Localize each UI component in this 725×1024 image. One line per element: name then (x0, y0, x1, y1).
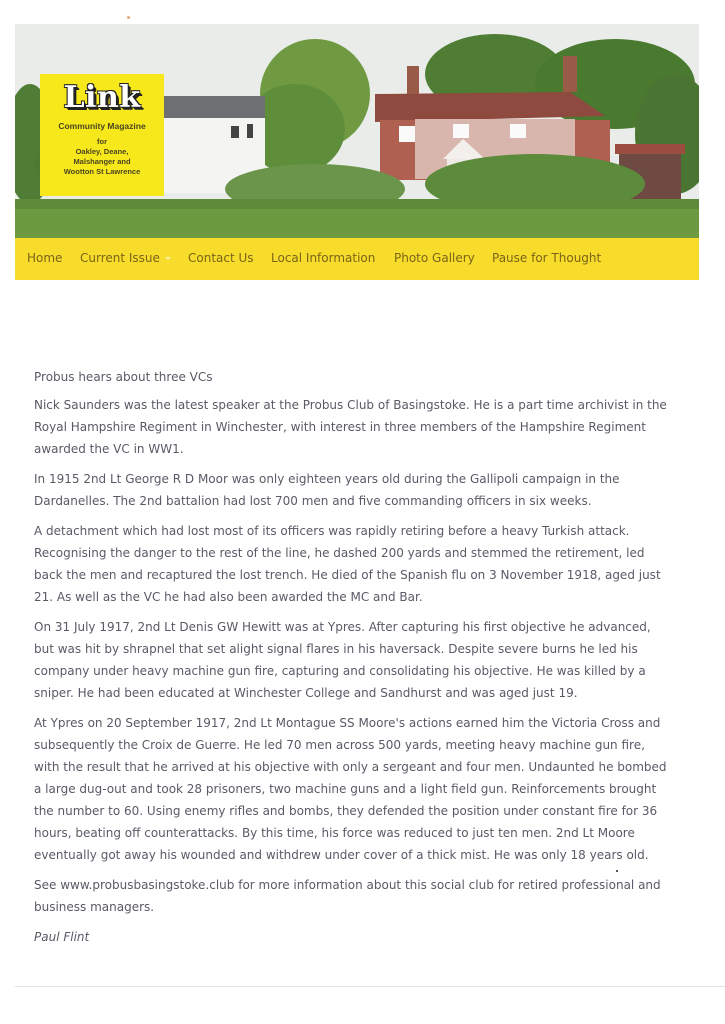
nav-home[interactable]: Home (27, 251, 63, 265)
article-paragraph: See www.probusbasingstoke.club for more information about this social club for retired professional and business managers. (34, 878, 661, 914)
page-bottom-rule (15, 986, 725, 987)
nav-current-issue-label: Current Issue (80, 251, 160, 265)
link-magazine-logo[interactable] (40, 74, 164, 196)
nav-pause-for-thought[interactable]: Pause for Thought (492, 251, 602, 265)
scan-speck (127, 16, 130, 19)
nav-current-issue[interactable] (80, 251, 171, 265)
logo-for: for (97, 137, 107, 146)
scan-dot (616, 870, 618, 872)
article-paragraph: Nick Saunders was the latest speaker at the Probus Club of Basingstoke. He is a part time archivist in the Royal Hampshire Regiment in Winchester, with interest in three members of the Hampshire Regiment awarded the VC in WW1. (34, 398, 667, 456)
logo-place: Oakley, Deane, (75, 147, 129, 156)
logo-place: Malshanger and (73, 157, 131, 166)
article-title: Probus hears about three VCs (34, 370, 213, 384)
nav-photo-gallery[interactable]: Photo Gallery (394, 251, 475, 265)
article-paragraph: At Ypres on 20 September 1917, 2nd Lt Montague SS Moore's actions earned him the Victoria Cross and subsequently the Croix de Guerre. He led 70 men across 500 yards, meeting heavy machine gun fire, with the result that he arrived at his objective with only a sergeant and four men. Undaunted he bombed a large dug-out and took 28 prisoners, two machine guns and a light field gun. Reinforcements brought the number to 60. Using enemy rifles and bombs, they defended the position under constant fire for 36 hours, beating off counterattacks. By this time, his force was reduced to just ten men. 2nd Lt Moore eventually got away his wounded and withdrew under cover of a thick mist. He was only 18 years old. (34, 716, 667, 862)
nav-local-information[interactable]: Local Information (271, 251, 376, 265)
article-paragraph: In 1915 2nd Lt George R D Moor was only eighteen years old during the Gallipoli campaign in the Dardanelles. The 2nd battalion had lost 700 men and five commanding officers in six weeks. (34, 472, 620, 508)
logo-subtitle: Community Magazine (58, 121, 146, 131)
logo-place: Wootton St Lawrence (63, 167, 141, 176)
logo-title: Link (63, 80, 141, 115)
logo-for-line (40, 137, 164, 177)
chevron-down-icon (165, 257, 171, 260)
article-author: Paul Flint (34, 930, 90, 944)
nav-contact-us[interactable]: Contact Us (188, 251, 254, 265)
article-paragraph: On 31 July 1917, 2nd Lt Denis GW Hewitt was at Ypres. After capturing his first objective he advanced, but was hit by shrapnel that set alight signal flares in his haversack. Despite severe burns he led his company under heavy machine gun fire, capturing and consolidating his objective. He was killed by a sniper. He had been educated at Winchester College and Sandhurst and was aged just 19. (34, 620, 651, 700)
article (34, 366, 674, 956)
main-nav (15, 238, 699, 280)
article-paragraph: A detachment which had lost most of its officers was rapidly retiring before a heavy Turkish attack. Recognising the danger to the rest of the line, he dashed 200 yards and stemmed the retirement, led back the men and recaptured the lost trench. He died of the Spanish flu on 3 November 1918, aged just 21. As well as the VC he had also been awarded the MC and Bar. (34, 524, 661, 604)
